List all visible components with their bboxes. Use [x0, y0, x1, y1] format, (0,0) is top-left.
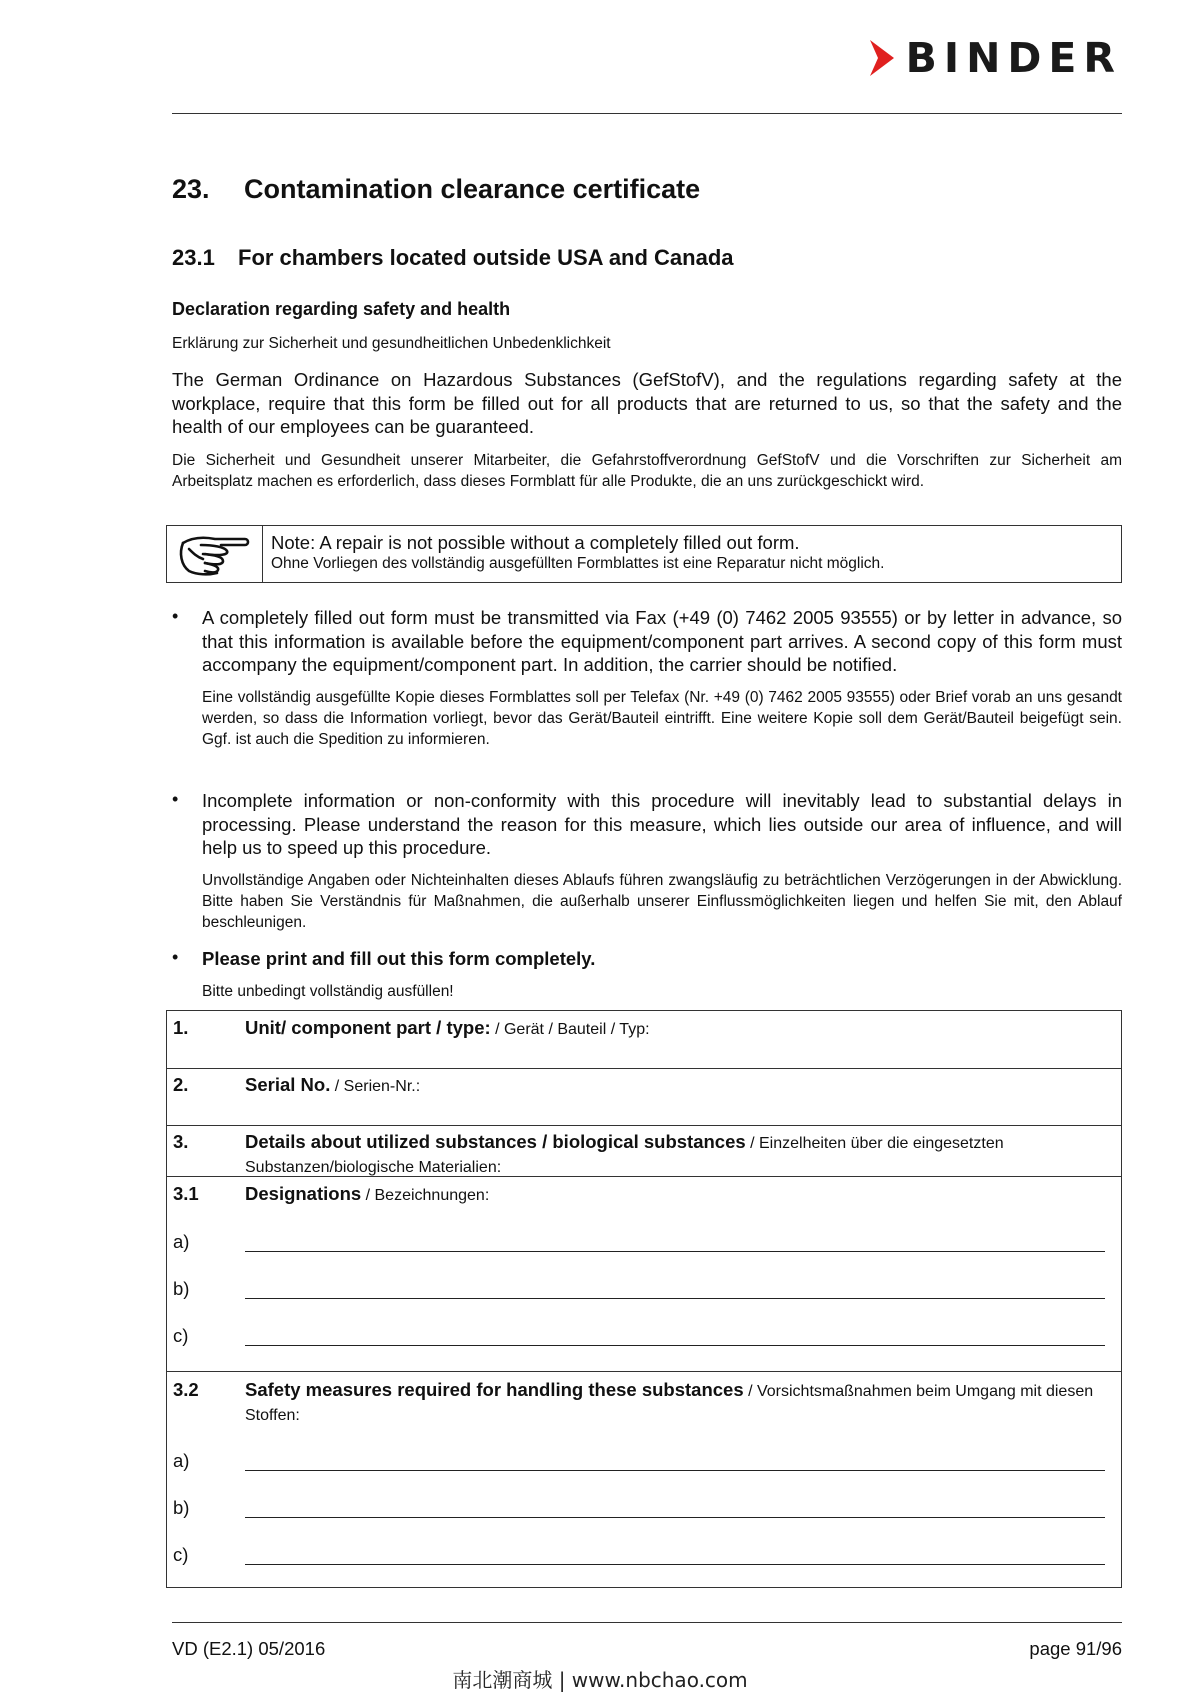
- form-row-label: [245, 1183, 1107, 1207]
- bullet-text-en: A completely filled out form must be transmitted via Fax (+49 (0) 7462 2005 93555) or by letter in advance, so that this information is available before the equipment/component part arrives. A second copy of this form must accompany the equipment/component part. In addition, the carrier should be notified.: [202, 607, 1122, 675]
- form-row-label-de: / Gerät / Bauteil / Typ:: [490, 1021, 650, 1038]
- bullet-text-de: Bitte unbedingt vollständig ausfüllen!: [202, 982, 454, 1000]
- declaration-paragraph-de: Die Sicherheit und Gesundheit unserer Mitarbeiter, die Gefahrstoffverordnung GefStofV und die Vorschriften zur Sicherheit am Arbeitsplatz machen es erforderlich, dass dieses Formblatt für alle Produkte, die an uns zurückgeschickt wird.: [172, 452, 1122, 490]
- bullet-item: [172, 947, 1122, 1002]
- form-row-label: [245, 1017, 1107, 1041]
- designation-a-line[interactable]: [245, 1251, 1105, 1252]
- line-label: c): [173, 1325, 189, 1346]
- form-row-label: [245, 1379, 1107, 1427]
- bullet-dot-icon: •: [172, 789, 179, 809]
- note-text-en: Note: A repair is not possible without a completely filled out form.: [271, 532, 800, 553]
- section-number: 23.: [172, 174, 210, 204]
- bullet-text-de: Unvollständige Angaben oder Nichteinhalten dieses Ablaufs führen zwangsläufig zu beträchtlichen Verzögerungen in der Abwicklung. Bitte haben Sie Verständnis für Maßnahmen, die außerhalb unserer Einflussmöglichkeiten liegen und helfen Sie mit, den Ablauf beschleunigen.: [202, 871, 1122, 931]
- bullet-item: [172, 789, 1122, 933]
- subsection-title: For chambers located outside USA and Canada: [238, 245, 734, 270]
- form-row-label-de: / Serien-Nr.:: [330, 1078, 421, 1095]
- form-row-number: 1.: [173, 1017, 189, 1038]
- form-divider: [167, 1068, 1121, 1069]
- form-row-number: 3.: [173, 1131, 189, 1152]
- form-row-label: [245, 1131, 1107, 1179]
- bullet-dot-icon: •: [172, 947, 179, 967]
- designation-c-line[interactable]: [245, 1345, 1105, 1346]
- pointing-hand-icon: [175, 529, 255, 579]
- bullet-item: [172, 606, 1122, 750]
- form-row-label-en: Designations: [245, 1183, 362, 1204]
- line-label: b): [173, 1497, 190, 1518]
- form-row-number: 3.2: [173, 1379, 199, 1400]
- form-row-label-de: / Vorsichtsmaßnahmen beim Umgang mit diesen Stoffen:: [245, 1383, 1094, 1424]
- binder-logo: [868, 36, 1122, 80]
- form-row-label-en: Unit/ component part / type:: [245, 1017, 491, 1038]
- declaration-paragraph-en: The German Ordinance on Hazardous Substances (GefStofV), and the regulations regarding safety at the workplace, require that this form be filled out for all products that are returned to us, so that the safety and the health of our employees can be guaranteed.: [172, 369, 1122, 437]
- form-row-label: [245, 1074, 1107, 1098]
- header-rule: [172, 113, 1122, 114]
- form-row-label-en: Safety measures required for handling these substances: [245, 1379, 744, 1400]
- binder-logo-arrow-icon: [868, 38, 898, 78]
- section-title: Contamination clearance certificate: [244, 174, 701, 204]
- designation-b-line[interactable]: [245, 1298, 1105, 1299]
- bullet-dot-icon: •: [172, 606, 179, 626]
- line-label: b): [173, 1278, 190, 1299]
- safety-measure-a-line[interactable]: [245, 1470, 1105, 1471]
- note-box: [166, 525, 1122, 583]
- bullet-text-en: Please print and fill out this form completely.: [202, 948, 596, 969]
- footer-rule: [172, 1622, 1122, 1623]
- section-heading: [172, 174, 700, 205]
- logo-text: BINDER: [905, 34, 1122, 82]
- safety-measure-b-line[interactable]: [245, 1517, 1105, 1518]
- note-text: [263, 526, 884, 582]
- note-text-de: Ohne Vorliegen des vollständig ausgefüllten Formblattes ist eine Reparatur nicht möglich.: [271, 555, 885, 572]
- safety-measure-c-line[interactable]: [245, 1564, 1105, 1565]
- form-divider: [167, 1371, 1121, 1372]
- bullet-text-en: Incomplete information or non-conformity with this procedure will inevitably lead to substantial delays in processing. Please understand the reason for this measure, which lies outside our area of influence, and will help us to speed up this procedure.: [202, 790, 1122, 858]
- page-number: page 91/96: [1029, 1638, 1122, 1659]
- declaration-title: Declaration regarding safety and health: [172, 299, 511, 319]
- line-label: a): [173, 1450, 190, 1471]
- subsection-heading: [172, 245, 734, 271]
- watermark-text: 南北潮商城 | www.nbchao.com: [452, 1668, 748, 1692]
- declaration-title-de: Erklärung zur Sicherheit und gesundheitlichen Unbedenklichkeit: [172, 335, 611, 352]
- form-divider: [167, 1176, 1121, 1177]
- line-label: a): [173, 1231, 190, 1252]
- form-row-label-en: Serial No.: [245, 1074, 331, 1095]
- form-row-number: 3.1: [173, 1183, 199, 1204]
- line-label: c): [173, 1544, 189, 1565]
- note-icon-cell: [167, 526, 263, 582]
- document-version: VD (E2.1) 05/2016: [172, 1638, 326, 1659]
- bullet-text-de: Eine vollständig ausgefüllte Kopie dieses Formblattes soll per Telefax (Nr. +49 (0) 7462 2005 93555) oder Brief vorab an uns gesandt werden, so dass die Information vorliegt, bevor das Gerät/Bauteil eintrifft. Eine weitere Kopie soll dem Gerät/Bauteil beigefügt sein. Ggf. ist auch die Spedition zu informieren.: [202, 688, 1122, 748]
- form-row-label-en: Details about utilized substances / biological substances: [245, 1131, 746, 1152]
- form-row-label-de: / Einzelheiten über die eingesetzten Substanzen/biologische Materialien:: [245, 1135, 1004, 1176]
- subsection-number: 23.1: [172, 245, 215, 270]
- form-divider: [167, 1125, 1121, 1126]
- form-row-label-de: / Bezeichnungen:: [361, 1187, 490, 1204]
- clearance-form: [166, 1010, 1122, 1588]
- form-row-number: 2.: [173, 1074, 189, 1095]
